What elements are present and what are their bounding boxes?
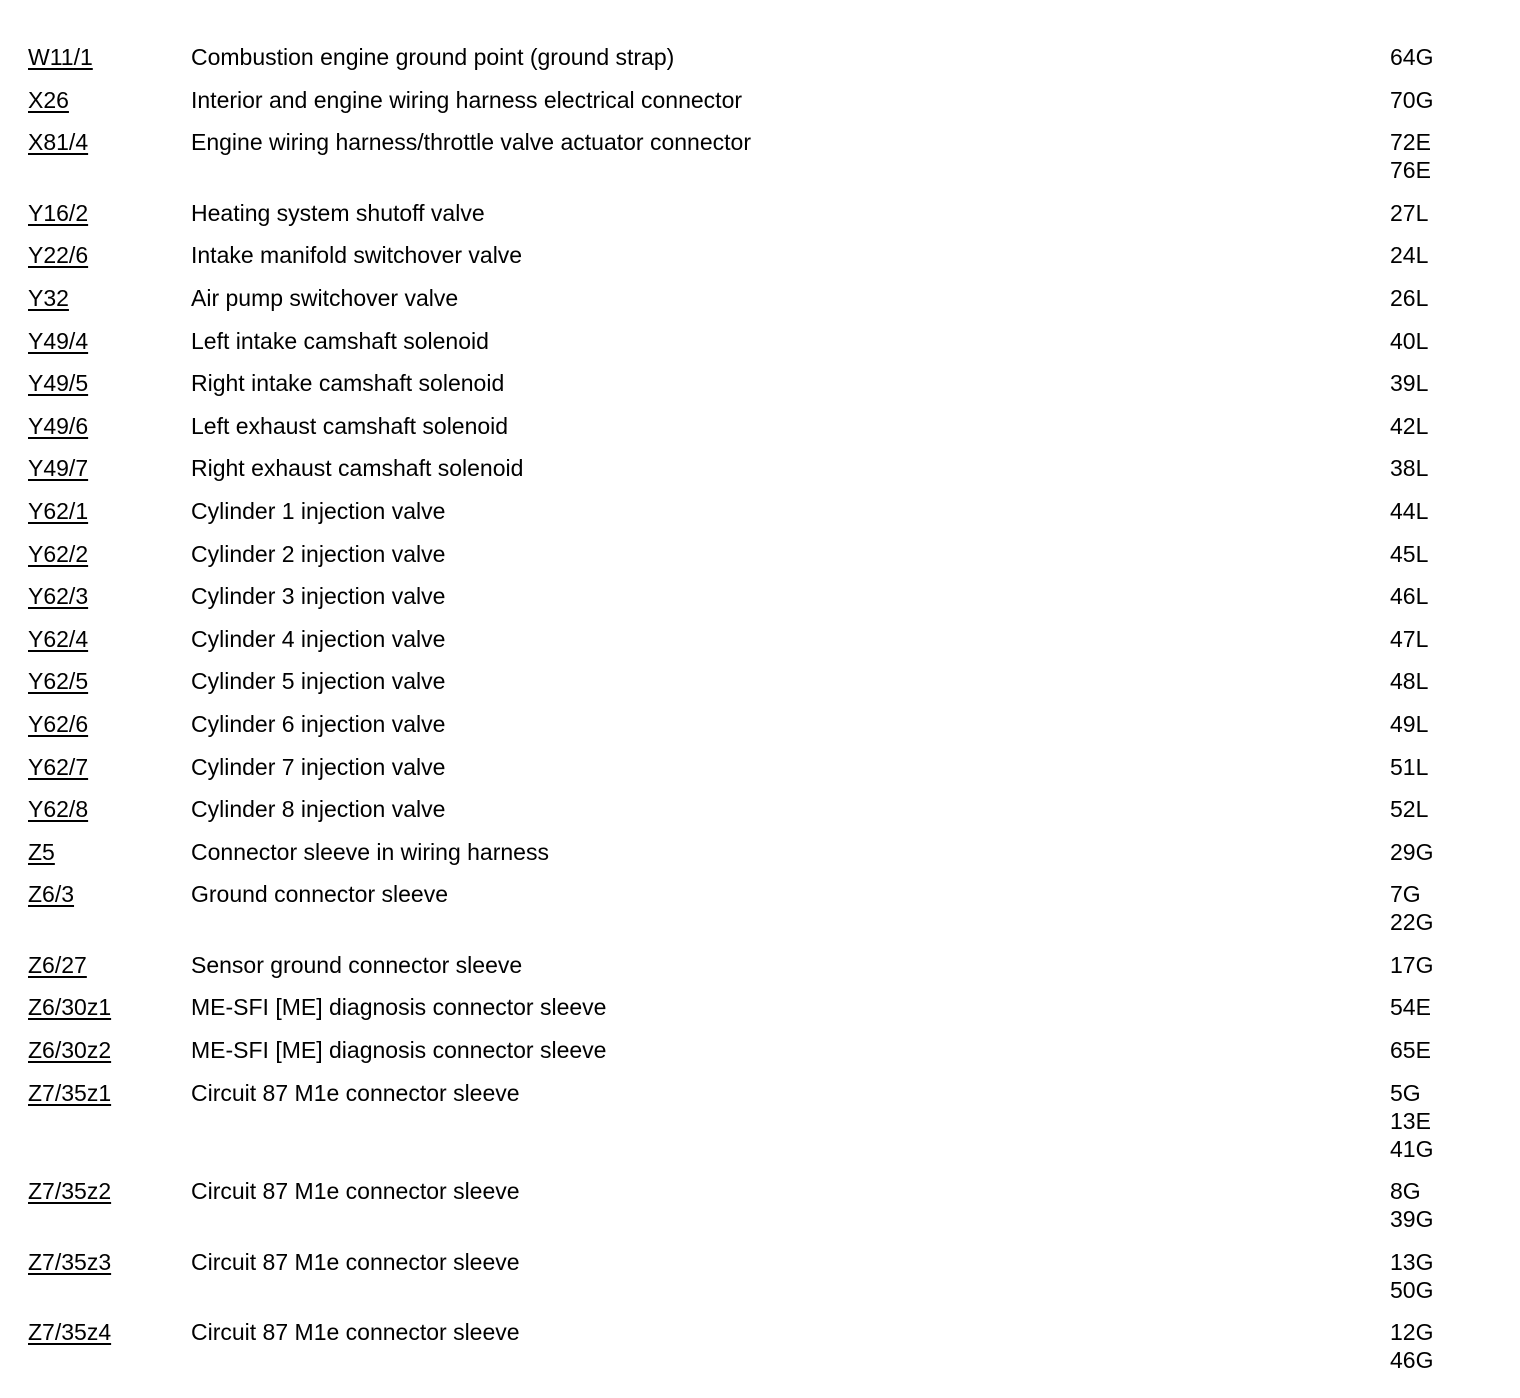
component-code-link[interactable]: Y62/4 bbox=[28, 625, 89, 652]
legend-row bbox=[0, 1036, 1520, 1079]
component-description: Air pump switchover valve bbox=[191, 284, 459, 311]
grid-location-list bbox=[1390, 412, 1428, 440]
component-description: Intake manifold switchover valve bbox=[191, 242, 523, 269]
component-code-link[interactable]: Y49/6 bbox=[28, 412, 89, 439]
legend-row bbox=[0, 86, 1520, 129]
component-description: Cylinder 8 injection valve bbox=[191, 796, 446, 823]
grid-location: 50G bbox=[1390, 1276, 1434, 1303]
grid-location: 76E bbox=[1390, 157, 1431, 184]
grid-location-list bbox=[1390, 284, 1428, 312]
legend-row bbox=[0, 284, 1520, 327]
grid-location-list bbox=[1390, 1177, 1433, 1233]
component-code-link[interactable]: Z6/30z1 bbox=[28, 994, 112, 1021]
component-legend bbox=[0, 43, 1520, 1389]
component-description: Interior and engine wiring harness electrical connector bbox=[191, 86, 743, 113]
legend-row bbox=[0, 625, 1520, 668]
component-code-link[interactable]: Z5 bbox=[28, 838, 55, 865]
legend-row bbox=[0, 128, 1520, 199]
grid-location: 46G bbox=[1390, 1347, 1434, 1374]
component-description: Combustion engine ground point (ground strap) bbox=[191, 44, 675, 70]
grid-location-list bbox=[1390, 369, 1428, 397]
grid-location-list bbox=[1390, 1079, 1433, 1163]
component-code-link[interactable]: Z7/35z4 bbox=[28, 1319, 112, 1346]
component-description: Circuit 87 M1e connector sleeve bbox=[191, 1319, 520, 1346]
legend-row bbox=[0, 43, 1520, 86]
component-code-link[interactable]: Y32 bbox=[28, 284, 69, 311]
component-description: Cylinder 6 injection valve bbox=[191, 710, 446, 737]
grid-location-list bbox=[1390, 43, 1433, 71]
component-code-link[interactable]: Y16/2 bbox=[28, 199, 89, 226]
grid-location: 26L bbox=[1390, 284, 1429, 311]
grid-location: 51L bbox=[1390, 753, 1429, 780]
component-description: Cylinder 2 injection valve bbox=[191, 540, 446, 567]
grid-location-list bbox=[1390, 582, 1428, 610]
component-description: Cylinder 1 injection valve bbox=[191, 497, 446, 524]
grid-location: 22G bbox=[1390, 909, 1434, 936]
component-description: ME-SFI [ME] diagnosis connector sleeve bbox=[191, 994, 607, 1021]
component-description: ME-SFI [ME] diagnosis connector sleeve bbox=[191, 1037, 607, 1064]
grid-location-list bbox=[1390, 667, 1428, 695]
component-code-link[interactable]: Y62/1 bbox=[28, 497, 89, 524]
grid-location: 41G bbox=[1390, 1135, 1434, 1162]
component-description: Cylinder 5 injection valve bbox=[191, 668, 446, 695]
legend-row bbox=[0, 993, 1520, 1036]
grid-location: 42L bbox=[1390, 412, 1429, 439]
legend-row bbox=[0, 951, 1520, 994]
legend-row bbox=[0, 1248, 1520, 1319]
component-code-link[interactable]: Z7/35z1 bbox=[28, 1079, 112, 1106]
grid-location: 7G bbox=[1390, 881, 1421, 908]
grid-location-list bbox=[1390, 241, 1428, 269]
component-description: Right intake camshaft solenoid bbox=[191, 370, 505, 397]
component-code-link[interactable]: Z7/35z3 bbox=[28, 1248, 112, 1275]
component-description: Cylinder 4 injection valve bbox=[191, 625, 446, 652]
grid-location: 13E bbox=[1390, 1107, 1431, 1134]
grid-location: 46L bbox=[1390, 583, 1429, 610]
grid-location-list bbox=[1390, 199, 1428, 227]
grid-location-list bbox=[1390, 795, 1428, 823]
component-description: Cylinder 7 injection valve bbox=[191, 753, 446, 780]
component-code-link[interactable]: Z6/3 bbox=[28, 881, 75, 908]
component-description: Circuit 87 M1e connector sleeve bbox=[191, 1178, 520, 1205]
grid-location: 8G bbox=[1390, 1178, 1421, 1205]
component-code-link[interactable]: X81/4 bbox=[28, 129, 89, 156]
component-description: Left intake camshaft solenoid bbox=[191, 327, 489, 354]
component-code-link[interactable]: Y62/6 bbox=[28, 710, 89, 737]
component-code-link[interactable]: Y62/7 bbox=[28, 753, 89, 780]
grid-location: 39G bbox=[1390, 1206, 1434, 1233]
grid-location-list bbox=[1390, 454, 1428, 482]
grid-location: 70G bbox=[1390, 86, 1434, 113]
component-code-link[interactable]: Z6/27 bbox=[28, 951, 87, 978]
grid-location: 5G bbox=[1390, 1079, 1421, 1106]
grid-location: 17G bbox=[1390, 951, 1434, 978]
component-code-link[interactable]: Y62/2 bbox=[28, 540, 89, 567]
legend-row bbox=[0, 710, 1520, 753]
grid-location: 64G bbox=[1390, 44, 1434, 70]
legend-row bbox=[0, 838, 1520, 881]
component-code-link[interactable]: Y22/6 bbox=[28, 242, 89, 269]
grid-location: 65E bbox=[1390, 1037, 1431, 1064]
legend-row bbox=[0, 199, 1520, 242]
grid-location-list bbox=[1390, 1248, 1433, 1304]
grid-location: 49L bbox=[1390, 710, 1429, 737]
legend-row bbox=[0, 369, 1520, 412]
component-code-link[interactable]: Y49/7 bbox=[28, 455, 89, 482]
grid-location-list bbox=[1390, 951, 1433, 979]
component-code-link[interactable]: Y49/5 bbox=[28, 370, 89, 397]
component-code-link[interactable]: Y49/4 bbox=[28, 327, 89, 354]
legend-row bbox=[0, 582, 1520, 625]
legend-row bbox=[0, 1079, 1520, 1178]
grid-location: 40L bbox=[1390, 327, 1429, 354]
component-description: Right exhaust camshaft solenoid bbox=[191, 455, 524, 482]
grid-location: 72E bbox=[1390, 129, 1431, 156]
grid-location-list bbox=[1390, 993, 1431, 1021]
legend-row bbox=[0, 753, 1520, 796]
grid-location: 52L bbox=[1390, 796, 1429, 823]
legend-row bbox=[0, 667, 1520, 710]
grid-location: 47L bbox=[1390, 625, 1429, 652]
grid-location: 38L bbox=[1390, 455, 1429, 482]
grid-location-list bbox=[1390, 540, 1428, 568]
grid-location-list bbox=[1390, 1036, 1431, 1064]
component-description: Circuit 87 M1e connector sleeve bbox=[191, 1079, 520, 1106]
component-code-link[interactable]: Y62/8 bbox=[28, 796, 89, 823]
grid-location: 27L bbox=[1390, 199, 1429, 226]
legend-row bbox=[0, 540, 1520, 583]
component-code-link[interactable]: Z6/30z2 bbox=[28, 1037, 112, 1064]
legend-row bbox=[0, 1177, 1520, 1248]
grid-location: 39L bbox=[1390, 370, 1429, 397]
grid-location-list bbox=[1390, 710, 1428, 738]
grid-location-list bbox=[1390, 327, 1428, 355]
component-description: Circuit 87 M1e connector sleeve bbox=[191, 1248, 520, 1275]
grid-location-list bbox=[1390, 86, 1433, 114]
grid-location: 29G bbox=[1390, 838, 1434, 865]
component-description: Left exhaust camshaft solenoid bbox=[191, 412, 509, 439]
grid-location-list bbox=[1390, 880, 1433, 936]
legend-row bbox=[0, 1318, 1520, 1389]
component-code-link[interactable]: Y62/5 bbox=[28, 668, 89, 695]
component-description: Cylinder 3 injection valve bbox=[191, 583, 446, 610]
component-description: Heating system shutoff valve bbox=[191, 199, 485, 226]
grid-location-list bbox=[1390, 625, 1428, 653]
legend-row bbox=[0, 497, 1520, 540]
legend-row bbox=[0, 454, 1520, 497]
legend-row bbox=[0, 880, 1520, 951]
component-description: Ground connector sleeve bbox=[191, 881, 448, 908]
component-code-link[interactable]: Y62/3 bbox=[28, 583, 89, 610]
grid-location: 48L bbox=[1390, 668, 1429, 695]
component-description: Engine wiring harness/throttle valve actuator connector bbox=[191, 129, 751, 156]
grid-location: 54E bbox=[1390, 994, 1431, 1021]
grid-location-list bbox=[1390, 128, 1431, 184]
legend-row bbox=[0, 795, 1520, 838]
component-code-link[interactable]: W11/1 bbox=[28, 44, 93, 70]
grid-location: 44L bbox=[1390, 497, 1429, 524]
grid-location: 24L bbox=[1390, 242, 1429, 269]
grid-location-list bbox=[1390, 1318, 1433, 1374]
grid-location: 45L bbox=[1390, 540, 1429, 567]
component-code-link[interactable]: X26 bbox=[28, 86, 69, 113]
legend-row bbox=[0, 241, 1520, 284]
grid-location: 13G bbox=[1390, 1248, 1434, 1275]
grid-location-list bbox=[1390, 497, 1428, 525]
legend-row bbox=[0, 327, 1520, 370]
component-code-link[interactable]: Z7/35z2 bbox=[28, 1178, 112, 1205]
grid-location: 12G bbox=[1390, 1319, 1434, 1346]
legend-row bbox=[0, 412, 1520, 455]
grid-location-list bbox=[1390, 753, 1428, 781]
grid-location-list bbox=[1390, 838, 1433, 866]
component-description: Connector sleeve in wiring harness bbox=[191, 838, 549, 865]
component-description: Sensor ground connector sleeve bbox=[191, 951, 523, 978]
